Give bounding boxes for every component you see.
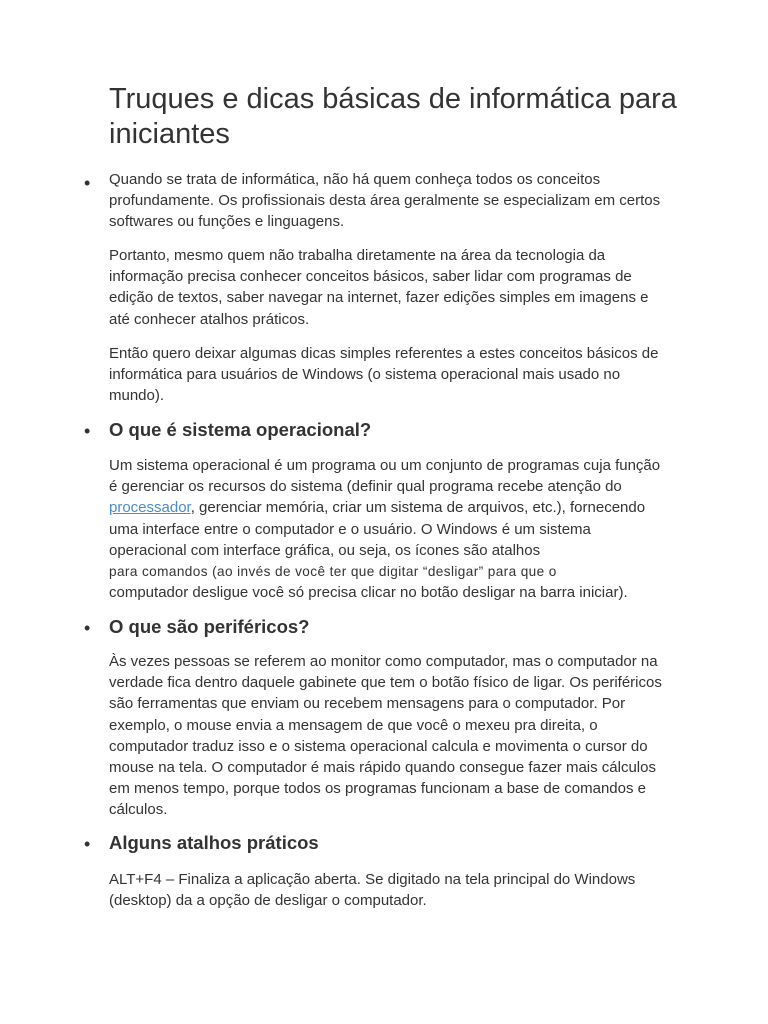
heading-peripherals: O que são periféricos? xyxy=(109,616,310,637)
os-text-middle: , gerenciar memória, criar um sistema de arquivos, etc.), fornecendo uma interface entre o computador e o usuário. O Windows é um sistema operacional com interface gráfica, ou seja, os ícones são atalhos xyxy=(109,499,646,559)
shortcuts-paragraph: ALT+F4 – Finaliza a aplicação aberta. Se digitado na tela principal do Windows (desktop) da a opção de desligar o computador. xyxy=(109,871,636,910)
os-text-start: Um sistema operacional é um programa ou um conjunto de programas cuja função é gerenciar os recursos do sistema (definir qual programa recebe atenção do xyxy=(109,457,661,496)
os-text-small: para comandos (ao invés de você ter que digitar “desligar” para que o xyxy=(109,564,557,580)
bullet-os: • xyxy=(84,421,91,441)
bullet-peripherals: • xyxy=(84,618,91,638)
intro-paragraph-3: Então quero deixar algumas dicas simples referentes a estes conceitos básicos de informática para usuários de Windows (o sistema operacional mais usado no mundo). xyxy=(109,345,659,405)
intro-paragraph-1: Quando se trata de informática, não há quem conheça todos os conceitos profundamente. Os profissionais desta área geralmente se especializam em certos softwares ou funções e linguagens. xyxy=(109,171,661,231)
page-title: Truques e dicas básicas de informática para iniciantes xyxy=(109,83,677,150)
processador-link[interactable]: processador xyxy=(109,499,191,517)
heading-operating-system: O que é sistema operacional? xyxy=(109,419,372,440)
heading-shortcuts: Alguns atalhos práticos xyxy=(109,832,319,853)
peripherals-paragraph: Às vezes pessoas se referem ao monitor como computador, mas o computador na verdade fica dentro daquele gabinete que tem o botão físico de ligar. Os periféricos são ferramentas que enviam ou recebem mensagens para o computador. Por exemplo, o mouse envia a mensagem de que você o mexeu pra direita, o computador traduz isso e o sistema operacional calcula e movimenta o cursor do mouse na tela. O computador é mais rápido quando consegue fazer mais cálculos em menos tempo, porque todos os programas funcionam a base de comandos e cálculos. xyxy=(109,653,662,819)
bullet-shortcuts: • xyxy=(84,834,91,854)
os-text-end: computador desligue você só precisa clicar no botão desligar na barra iniciar). xyxy=(109,584,628,602)
bullet-intro: • xyxy=(84,173,91,193)
os-paragraph xyxy=(109,455,669,603)
intro-paragraph-2: Portanto, mesmo quem não trabalha diretamente na área da tecnologia da informação precisa conhecer conceitos básicos, saber lidar com programas de edição de textos, saber navegar na internet, fazer edições simples em imagens e até conhecer atalhos práticos. xyxy=(109,247,649,328)
